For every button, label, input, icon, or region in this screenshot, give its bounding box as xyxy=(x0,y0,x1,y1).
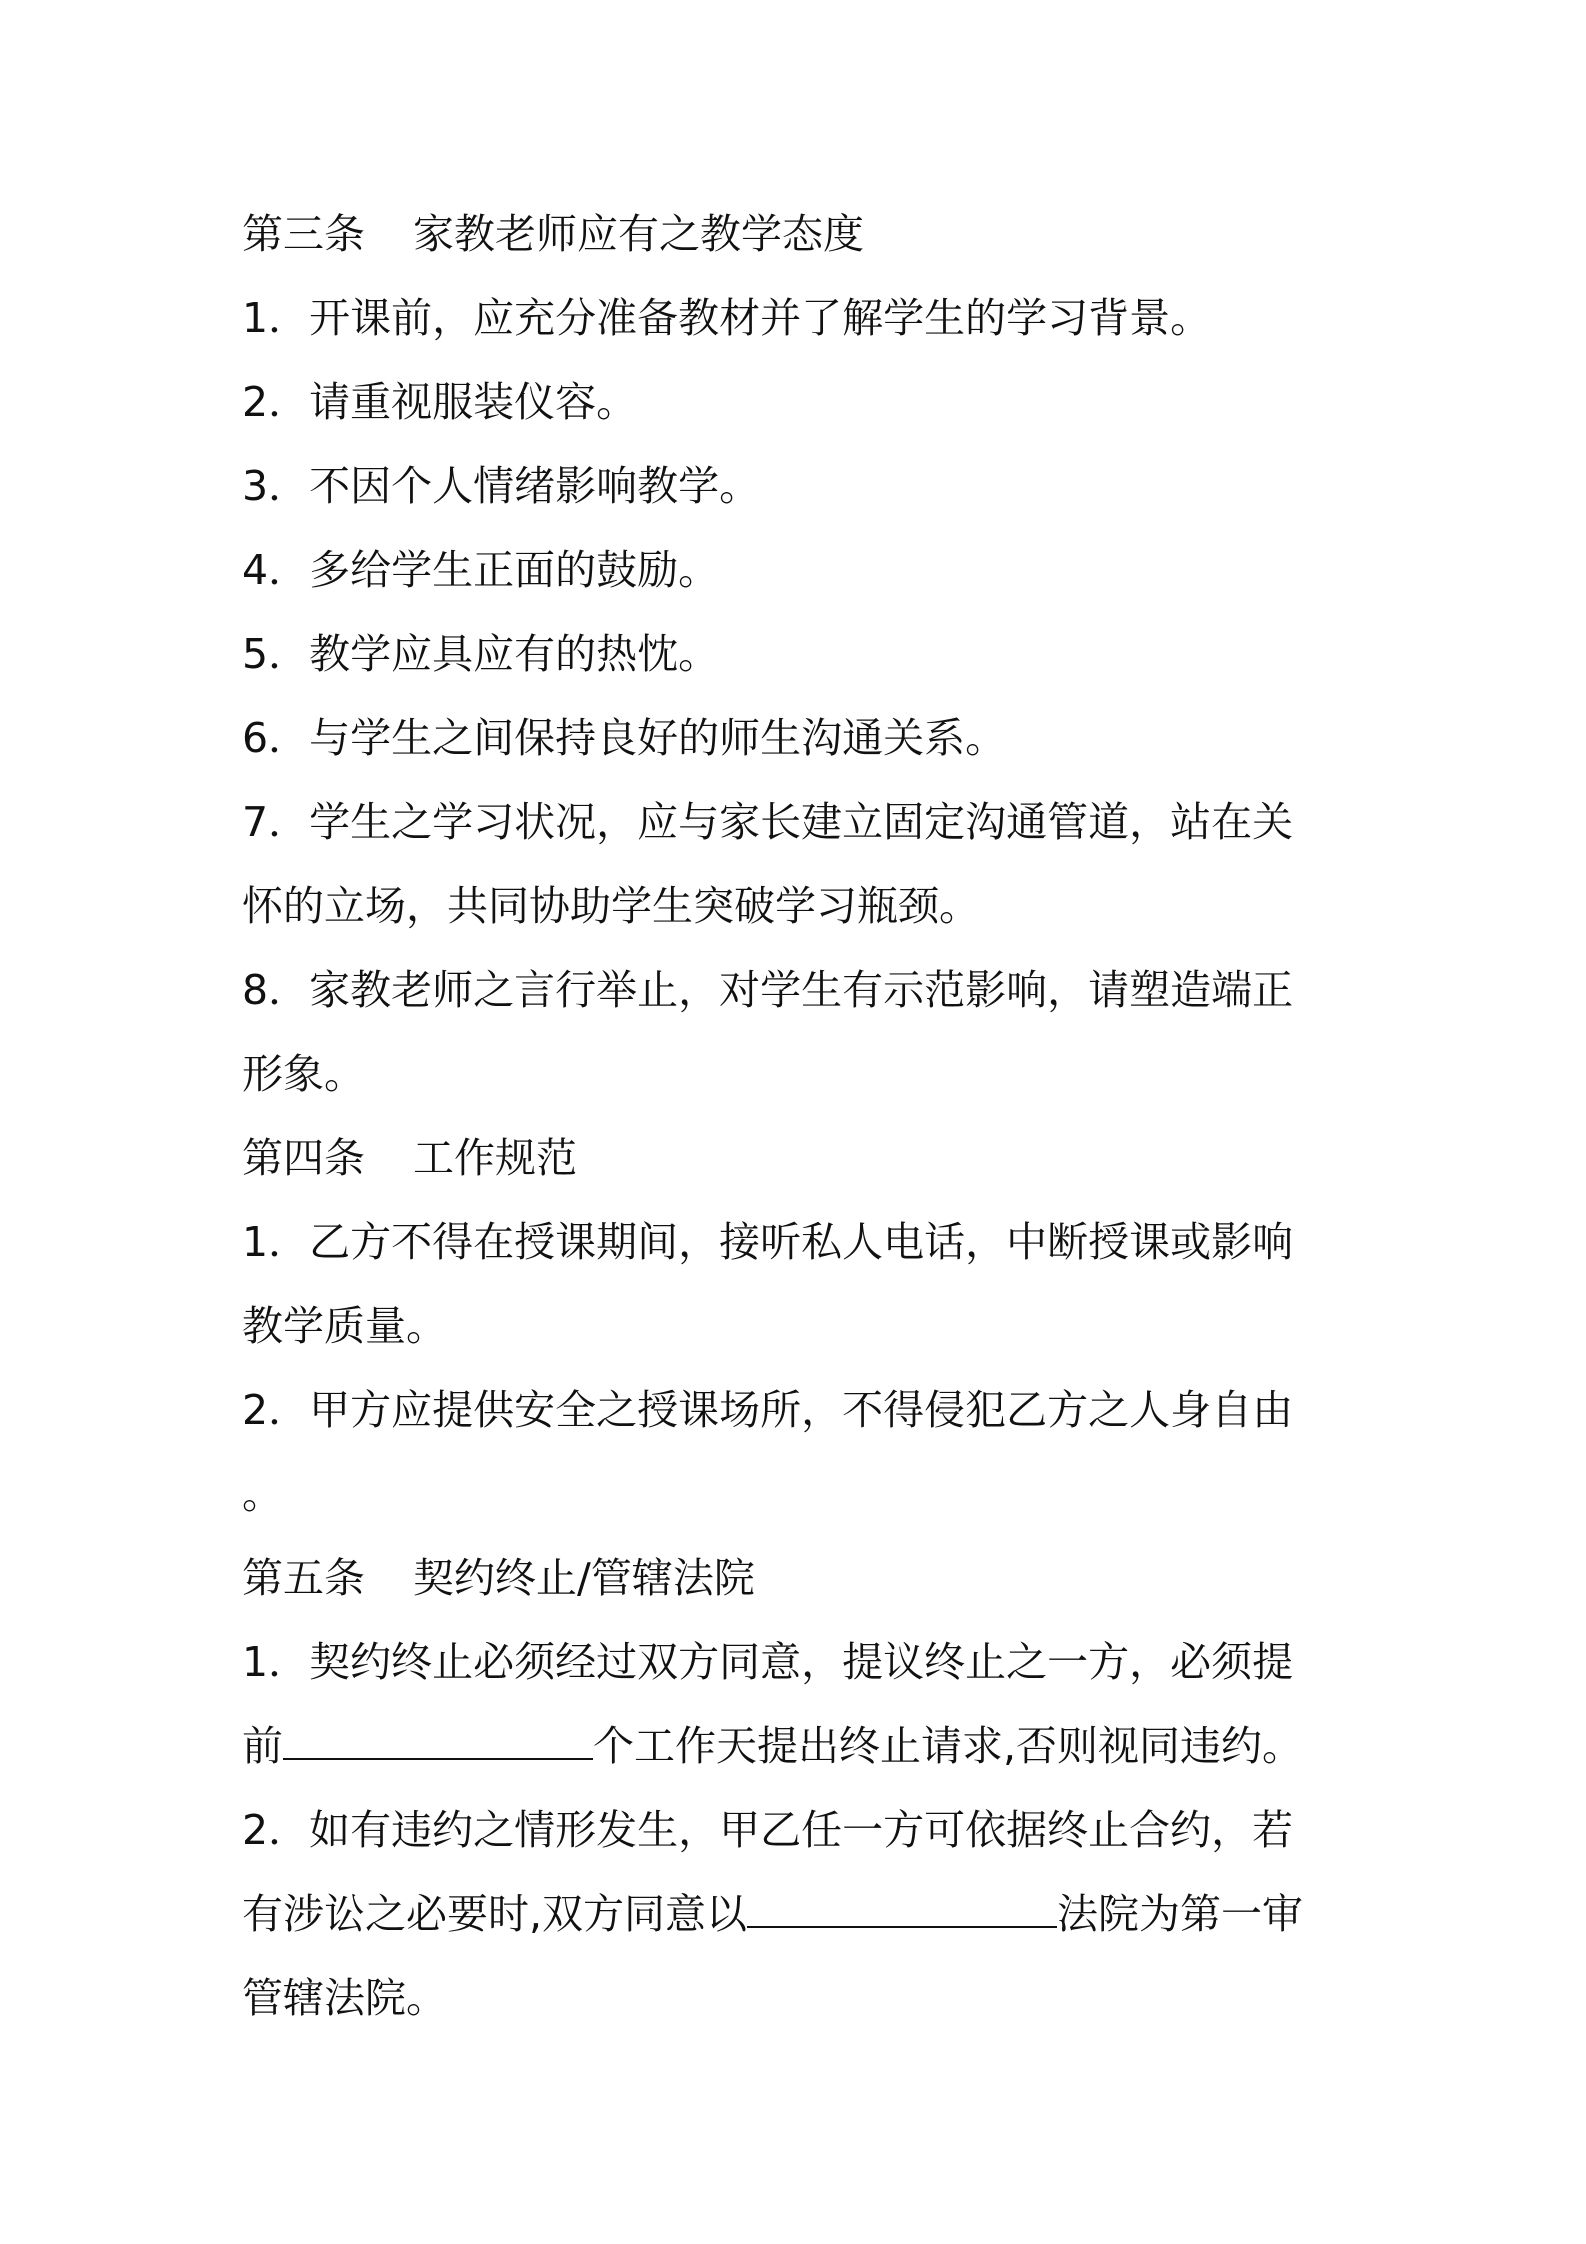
section-5-line: 2．如有违约之情形发生，甲乙任一方可依据终止合约，若 xyxy=(242,1806,1294,1854)
section-3-line: 2．请重视服装仪容。 xyxy=(242,378,638,426)
section-3-line: 怀的立场，共同协助学生突破学习瓶颈。 xyxy=(242,882,980,930)
section-3-line: 8．家教老师之言行举止，对学生有示范影响，请塑造端正 xyxy=(242,966,1294,1014)
section-4-line: 2．甲方应提供安全之授课场所，不得侵犯乙方之人身自由 xyxy=(242,1386,1294,1434)
section-5-title: 契约终止/管辖法院 xyxy=(413,1554,755,1602)
section-3-line: 5．教学应具应有的热忱。 xyxy=(242,630,720,678)
section-3-line: 形象。 xyxy=(242,1050,365,1098)
section-3-line: 6．与学生之间保持良好的师生沟通关系。 xyxy=(242,714,1007,762)
section-5-line: 前 个工作天提出终止请求,否则视同违约。 xyxy=(242,1722,1304,1770)
section-3-line: 1．开课前，应充分准备教材并了解学生的学习背景。 xyxy=(242,294,1212,342)
court-name-blank[interactable] xyxy=(747,1896,1057,1928)
section-5-line: 有涉讼之必要时,双方同意以 法院为第一审 xyxy=(242,1890,1304,1938)
section-3-line: 7．学生之学习状况，应与家长建立固定沟通管道，站在关 xyxy=(242,798,1294,846)
section-4-title: 工作规范 xyxy=(413,1134,577,1182)
notice-days-blank[interactable] xyxy=(283,1728,593,1760)
section-4-heading xyxy=(242,1116,1352,1200)
section-3-title: 家教老师应有之教学态度 xyxy=(413,210,864,258)
section-4-line: 。 xyxy=(242,1470,283,1518)
section-4-line: 教学质量。 xyxy=(242,1302,447,1350)
section-3-line: 3．不因个人情绪影响教学。 xyxy=(242,462,761,510)
section-5-heading xyxy=(242,1536,1352,1620)
section-4-line: 1．乙方不得在授课期间，接听私人电话，中断授课或影响 xyxy=(242,1218,1294,1266)
section-3-heading xyxy=(242,192,1352,276)
document-body xyxy=(242,192,1352,2040)
section-4-label: 第四条 xyxy=(242,1134,365,1182)
section-5-label: 第五条 xyxy=(242,1554,365,1602)
section-3-line: 4．多给学生正面的鼓励。 xyxy=(242,546,720,594)
section-5-line: 管辖法院。 xyxy=(242,1974,447,2022)
section-5-line: 1．契约终止必须经过双方同意，提议终止之一方，必须提 xyxy=(242,1638,1294,1686)
section-3-label: 第三条 xyxy=(242,210,365,258)
